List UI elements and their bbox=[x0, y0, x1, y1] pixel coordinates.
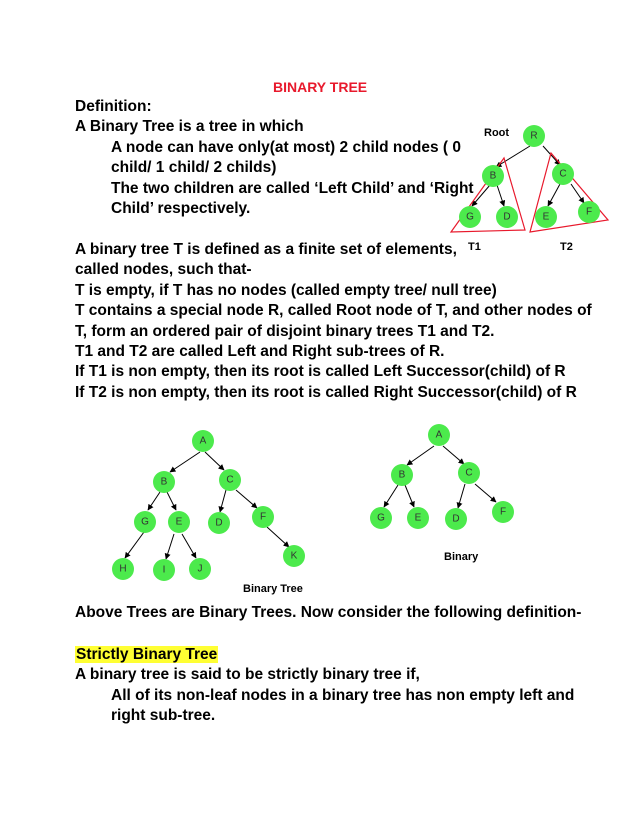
after-trees-text: Above Trees are Binary Trees. Now consider the following definition- bbox=[75, 604, 582, 621]
node-label: D bbox=[452, 513, 460, 525]
node-label: J bbox=[197, 563, 203, 575]
edge-c-e bbox=[548, 184, 560, 206]
node-label: H bbox=[119, 563, 127, 575]
para-line: called nodes, such that- bbox=[75, 261, 252, 278]
left-tree bbox=[112, 430, 305, 581]
node-label: G bbox=[141, 516, 149, 528]
node-label: A bbox=[435, 429, 443, 441]
t1-label: T1 bbox=[468, 241, 481, 253]
para-line: If T1 is non empty, then its root is called Left Successor(child) of R bbox=[75, 363, 566, 380]
edge-a-c bbox=[443, 446, 464, 464]
para-line: T contains a special node R, called Root node of T, and other nodes of bbox=[75, 302, 592, 319]
para-line: If T2 is non empty, then its root is called Right Successor(child) of R bbox=[75, 384, 577, 401]
edge-g-h bbox=[125, 532, 144, 558]
node-label: C bbox=[559, 168, 567, 180]
node-label: D bbox=[215, 517, 223, 529]
edge-a-c bbox=[205, 452, 224, 470]
edge-c-f bbox=[236, 490, 257, 508]
edge-f-k bbox=[267, 527, 289, 547]
edge-c-f bbox=[571, 184, 584, 203]
edge-a-b bbox=[407, 446, 434, 465]
edge-b-g bbox=[472, 185, 490, 206]
node-label: G bbox=[377, 512, 385, 524]
edge-b-e bbox=[167, 492, 176, 510]
edge-a-b bbox=[170, 452, 200, 472]
page-title: BINARY TREE bbox=[273, 79, 368, 95]
node-label: D bbox=[503, 211, 511, 223]
node-label: B bbox=[489, 170, 497, 182]
top-tree bbox=[451, 125, 608, 232]
right-tree-caption: Binary bbox=[444, 551, 479, 563]
para-line: A binary tree T is defined as a finite set of elements, bbox=[75, 241, 457, 258]
node-label: F bbox=[499, 506, 507, 518]
node-label: A bbox=[199, 435, 207, 447]
right-tree bbox=[370, 424, 514, 530]
strict-heading-text: Strictly Binary Tree bbox=[76, 646, 218, 663]
edge-e-j bbox=[182, 534, 196, 558]
node-label: E bbox=[414, 512, 422, 524]
edge-e-i bbox=[166, 534, 174, 559]
node-label: K bbox=[290, 550, 298, 562]
node-label: B bbox=[398, 469, 406, 481]
edge-b-d bbox=[497, 185, 504, 206]
point2-line1: The two children are called ‘Left Child’ and ‘Right bbox=[111, 180, 474, 197]
node-label: F bbox=[585, 206, 593, 218]
strict-line2: All of its non-leaf nodes in a binary tree has non empty left and bbox=[111, 687, 575, 704]
t2-label: T2 bbox=[560, 241, 573, 253]
point1-line2: child/ 1 child/ 2 childs) bbox=[111, 159, 277, 176]
strict-line3: right sub-tree. bbox=[111, 707, 216, 724]
node-label: I bbox=[162, 564, 166, 576]
edge-c-f bbox=[475, 484, 496, 502]
node-label: B bbox=[160, 476, 168, 488]
edge-r-c bbox=[543, 146, 560, 165]
root-label: Root bbox=[484, 127, 510, 139]
node-label: F bbox=[259, 511, 267, 523]
node-label: E bbox=[175, 516, 183, 528]
edge-r-b bbox=[496, 146, 530, 167]
para-line: T, form an ordered pair of disjoint binary trees T1 and T2. bbox=[75, 323, 495, 340]
edge-b-e bbox=[405, 485, 414, 507]
node-label: G bbox=[466, 211, 474, 223]
definition-heading: Definition: bbox=[75, 98, 152, 115]
strict-line1: A binary tree is said to be strictly binary tree if, bbox=[75, 666, 420, 683]
intro-text: A Binary Tree is a tree in which bbox=[75, 118, 304, 135]
node-label: C bbox=[226, 474, 234, 486]
node-label: E bbox=[542, 211, 550, 223]
edge-c-d bbox=[458, 484, 465, 508]
left-tree-caption: Binary Tree bbox=[243, 583, 303, 595]
para-line: T is empty, if T has no nodes (called empty tree/ null tree) bbox=[75, 282, 497, 299]
point1-line1: A node can have only(at most) 2 child nodes ( 0 bbox=[111, 139, 461, 156]
edge-b-g bbox=[148, 492, 160, 510]
node-label: R bbox=[530, 130, 538, 142]
para-line: T1 and T2 are called Left and Right sub-trees of R. bbox=[75, 343, 445, 360]
edge-b-g bbox=[384, 485, 398, 507]
edge-c-d bbox=[220, 490, 226, 512]
node-label: C bbox=[465, 467, 473, 479]
point2-line2: Child’ respectively. bbox=[111, 200, 251, 217]
